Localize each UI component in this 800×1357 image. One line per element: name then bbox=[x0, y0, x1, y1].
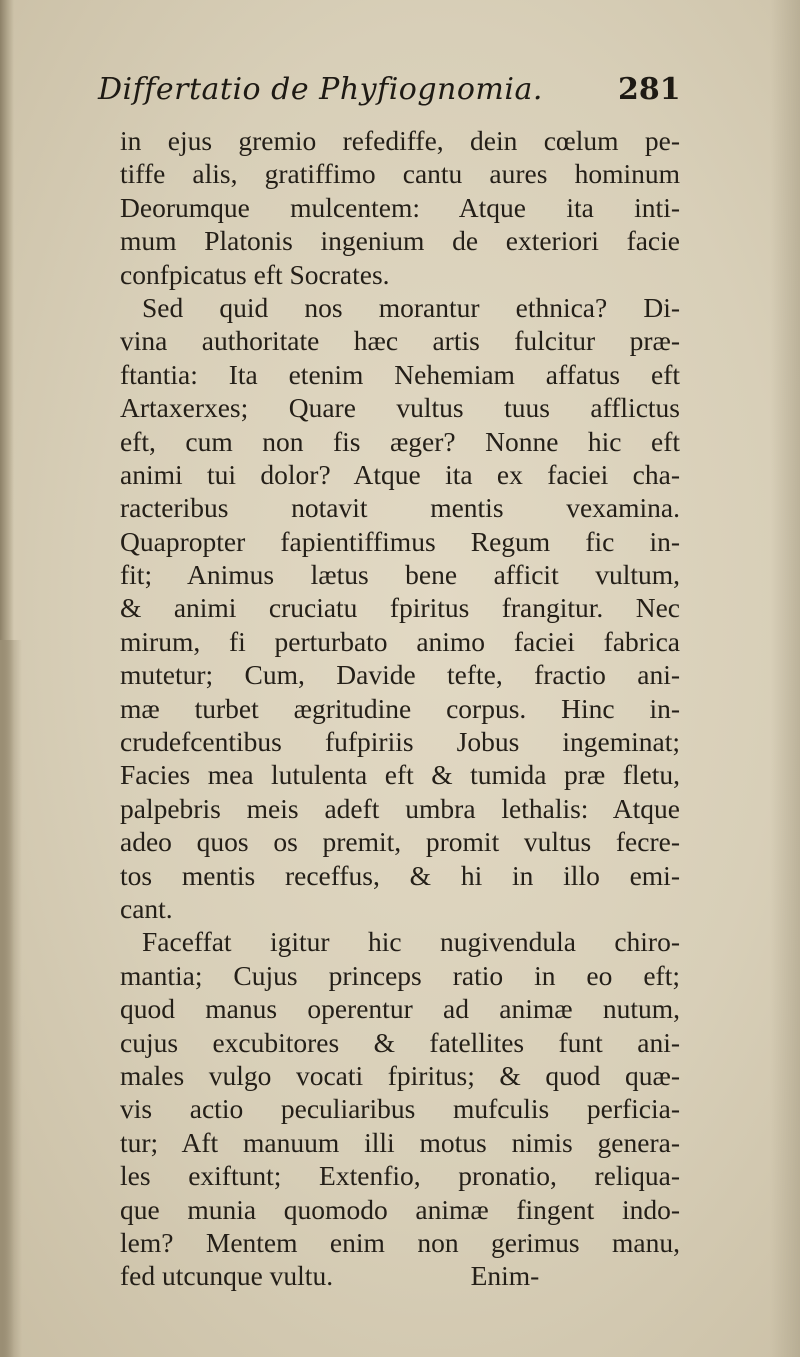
text-line: Facies mea lutulenta eft & tumida præ fletu, bbox=[120, 759, 680, 791]
text-line: mantia; Cujus princeps ratio in eo eft; bbox=[120, 959, 680, 991]
page-edge bbox=[770, 0, 800, 1357]
page-header bbox=[88, 72, 708, 112]
text-line: in ejus gremio refediffe, dein cœlum pe- bbox=[120, 125, 680, 156]
text-line: adeo quos os premit, promit vultus fecre- bbox=[120, 826, 680, 858]
binding-shadow-lower bbox=[0, 640, 22, 1357]
text-line: Sed quid nos morantur ethnica? Di- bbox=[142, 291, 680, 323]
text-line: cujus excubitores & fatellites funt ani- bbox=[120, 1026, 680, 1058]
text-line: confpicatus eft Socrates. bbox=[120, 258, 390, 290]
text-line: eft, cum non fis æger? Nonne hic eft bbox=[120, 425, 680, 457]
text-line: fed utcunque vultu. Enim- bbox=[120, 1260, 540, 1292]
text-line: cant. bbox=[120, 892, 173, 924]
text-line: Artaxerxes; Quare vultus tuus afflictus bbox=[120, 392, 680, 424]
text-line: & animi cruciatu fpiritus frangitur. Nec bbox=[120, 592, 680, 624]
text-line: tos mentis receffus, & hi in illo emi- bbox=[120, 859, 680, 891]
text-line: Deorumque mulcentem: Atque ita inti- bbox=[120, 191, 680, 223]
running-title: Differtatio de Phyfiognomia. bbox=[98, 72, 543, 107]
text-line: lem? Mentem enim non gerimus manu, bbox=[120, 1226, 680, 1258]
body-text bbox=[120, 124, 680, 1293]
text-line: males vulgo vocati fpiritus; & quod quæ- bbox=[120, 1059, 680, 1091]
text-line: racteribus notavit mentis vexamina. bbox=[120, 492, 680, 524]
text-line: les exiftunt; Extenfio, pronatio, reliqua- bbox=[120, 1160, 680, 1192]
text-line: quod manus operentur ad animæ nutum, bbox=[120, 993, 680, 1025]
text-line: Quapropter fapientiffimus Regum fic in- bbox=[120, 525, 680, 557]
text-line: mum Platonis ingenium de exteriori facie bbox=[120, 225, 680, 257]
text-line: vina authoritate hæc artis fulcitur præ- bbox=[120, 325, 680, 357]
text-line: que munia quomodo animæ fingent indo- bbox=[120, 1193, 680, 1225]
text-line: Faceffat igitur hic nugivendula chiro- bbox=[142, 926, 680, 958]
text-line: crudefcentibus fufpiriis Jobus ingeminat; bbox=[120, 726, 680, 758]
text-line: mæ turbet ægritudine corpus. Hinc in- bbox=[120, 692, 680, 724]
text-line: vis actio peculiaribus mufculis perficia- bbox=[120, 1093, 680, 1125]
text-line: mutetur; Cum, Davide tefte, fractio ani- bbox=[120, 659, 680, 691]
text-line: animi tui dolor? Atque ita ex faciei cha- bbox=[120, 458, 680, 490]
text-line: tiffe alis, gratiffimo cantu aures hominum bbox=[120, 158, 680, 190]
text-line: fit; Animus lætus bene afficit vultum, bbox=[120, 559, 680, 591]
page-number: 281 bbox=[618, 72, 681, 107]
text-line: ftantia: Ita etenim Nehemiam affatus eft bbox=[120, 358, 680, 390]
text-line: tur; Aft manuum illi motus nimis genera- bbox=[120, 1126, 680, 1158]
text-line: mirum, fi perturbato animo faciei fabrica bbox=[120, 625, 680, 657]
text-line: palpebris meis adeft umbra lethalis: Atque bbox=[120, 792, 680, 824]
